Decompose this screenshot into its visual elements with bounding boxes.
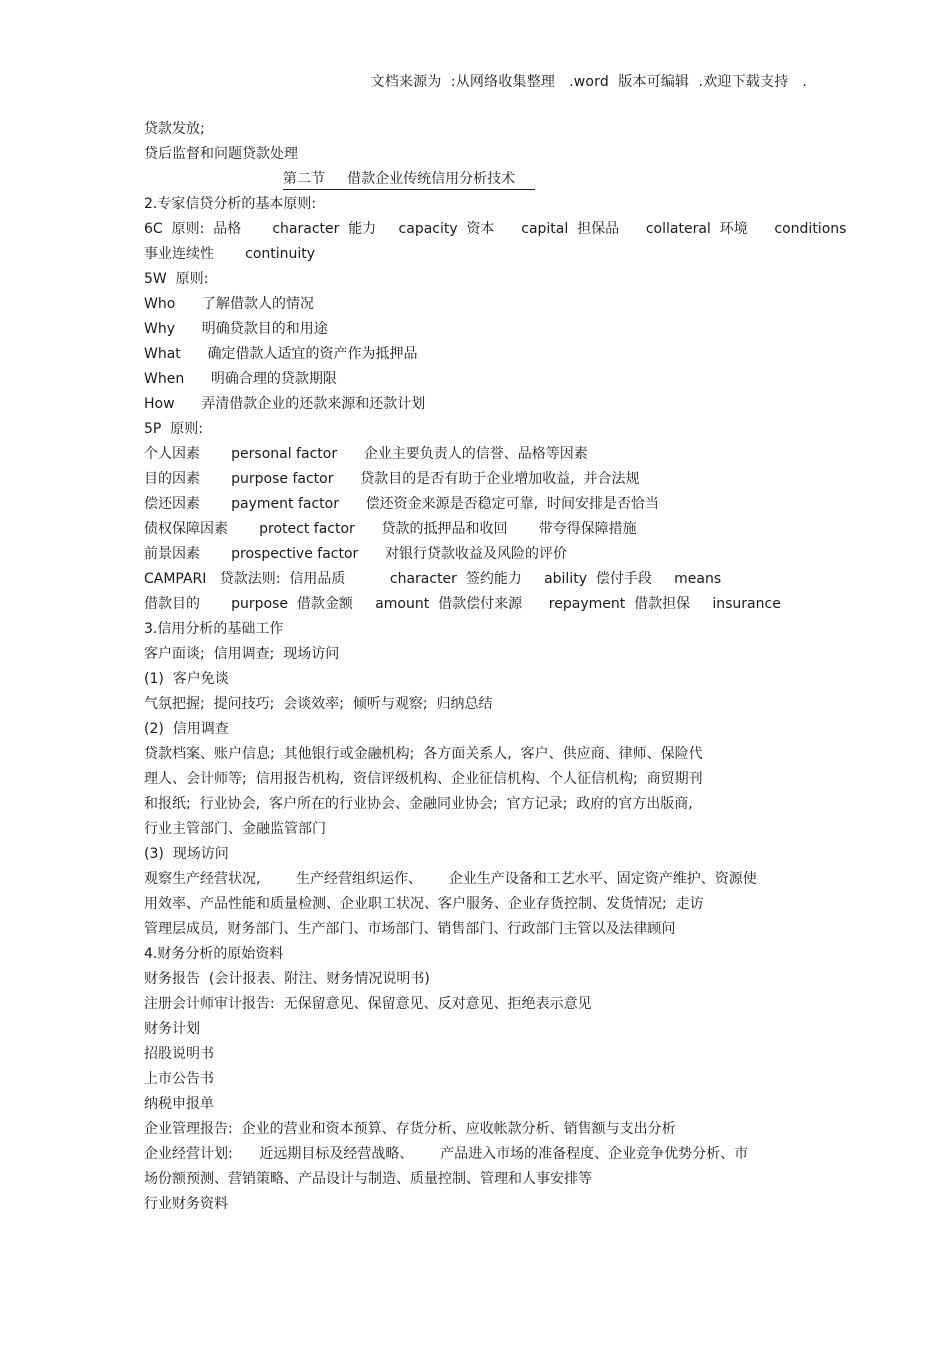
heading: 3.信用分析的基础工作	[144, 621, 284, 637]
text-line: 目的因素 purpose factor 贷款目的是否有助于企业增加收益, 并合法规	[144, 471, 640, 487]
text-line: 行业主管部门、金融监管部门	[144, 821, 326, 837]
document-body	[144, 117, 847, 1217]
text-line: 行业财务资料	[144, 1196, 228, 1212]
text-line: How 弄清借款企业的还款来源和还款计划	[144, 396, 426, 412]
text-line: 事业连续性 continuity	[144, 246, 316, 262]
text-line: 财务报告 (会计报表、附注、财务情况说明书)	[144, 971, 430, 987]
text-line: 前景因素 prospective factor 对银行贷款收益及风险的评价	[144, 546, 567, 562]
heading: 2.专家信贷分析的基本原则:	[144, 196, 317, 212]
text-line: 气氛把握; 提问技巧; 会谈效率; 倾听与观察; 归纳总结	[144, 696, 493, 712]
text-line: CAMPARI 贷款法则: 信用品质 character 签约能力 ability 偿付手段 means	[144, 571, 722, 587]
text-line: 纳税申报单	[144, 1096, 214, 1112]
text-line: When 明确合理的贷款期限	[144, 371, 337, 387]
text-line: What 确定借款人适宜的资产作为抵押品	[144, 346, 418, 362]
text-line: 贷款档案、账户信息; 其他银行或金融机构; 各方面关系人, 客户、供应商、律师、保险代	[144, 746, 703, 762]
heading: 4.财务分析的原始资料	[144, 946, 284, 962]
section-title-text: 第二节 借款企业传统信用分析技术	[283, 170, 535, 190]
page-header: 文档来源为 :从网络收集整理 .word 版本可编辑 .欢迎下载支持 .	[370, 74, 807, 90]
section-title	[144, 167, 674, 192]
text-line: (2) 信用调查	[144, 721, 229, 737]
text-line: 管理层成员, 财务部门、生产部门、市场部门、销售部门、行政部门主管以及法律顾问	[144, 921, 676, 937]
text-line: (3) 现场访问	[144, 846, 229, 862]
text-line: 观察生产经营状况, 生产经营组织运作、 企业生产设备和工艺水平、固定资产维护、资源使	[144, 871, 757, 887]
text-line: 财务计划	[144, 1021, 200, 1037]
text-line: 债权保障因素 protect factor 贷款的抵押品和收回 带夸得保障措施	[144, 521, 637, 537]
text-line: 企业经营计划: 近远期目标及经营战略、 产品进入市场的准备程度、企业竞争优势分析、市	[144, 1146, 749, 1162]
text-line: 企业管理报告: 企业的营业和资本预算、存货分析、应收帐款分析、销售额与支出分析	[144, 1121, 676, 1137]
text-line: 和报纸; 行业协会, 客户所在的行业协会、金融同业协会; 官方记录; 政府的官方出版商,	[144, 796, 693, 812]
text-line: 场份额预测、营销策略、产品设计与制造、质量控制、管理和人事安排等	[144, 1171, 592, 1187]
text-line: 贷款发放;	[144, 121, 205, 137]
text-line: 借款目的 purpose 借款金额 amount 借款偿付来源 repayment 借款担保 insurance	[144, 596, 781, 612]
text-line: 客户面谈; 信用调查; 现场访问	[144, 646, 340, 662]
text-line: Why 明确贷款目的和用途	[144, 321, 328, 337]
text-line: 个人因素 personal factor 企业主要负责人的信誉、品格等因素	[144, 446, 588, 462]
text-line: 招股说明书	[144, 1046, 214, 1062]
text-line: 注册会计师审计报告: 无保留意见、保留意见、反对意见、拒绝表示意见	[144, 996, 592, 1012]
text-line: 用效率、产品性能和质量检测、企业职工状况、客户服务、企业存货控制、发货情况; 走访	[144, 896, 704, 912]
text-line: Who 了解借款人的情况	[144, 296, 314, 312]
text-line: 上市公告书	[144, 1071, 214, 1087]
text-line: (1) 客户免谈	[144, 671, 229, 687]
text-line: 5P 原则:	[144, 421, 203, 437]
text-line: 6C 原则: 品格 character 能力 capacity 资本 capital 担保品 collateral 环境 conditions	[144, 221, 847, 237]
text-line: 偿还因素 payment factor 偿还资金来源是否稳定可靠, 时间安排是否恰当	[144, 496, 660, 512]
text-line: 5W 原则:	[144, 271, 209, 287]
text-line: 理人、会计师等; 信用报告机构, 资信评级机构、企业征信机构、个人征信机构; 商贸期刊	[144, 771, 703, 787]
text-line: 贷后监督和问题贷款处理	[144, 146, 298, 162]
